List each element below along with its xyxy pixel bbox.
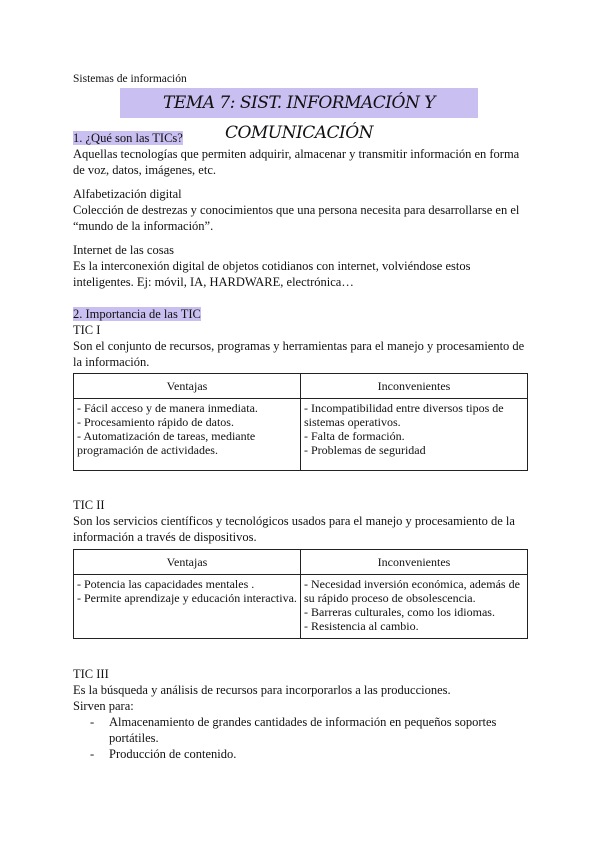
paragraph: Son los servicios científicos y tecnológicos usados para el manejo y procesamiento de la información a través de dispositivos. bbox=[73, 514, 515, 544]
column-header: Ventajas bbox=[74, 374, 301, 399]
section-heading: 1. ¿Qué son las TICs? bbox=[73, 131, 183, 145]
subheading: TIC I bbox=[73, 323, 101, 337]
list-item: - Fácil acceso y de manera inmediata. bbox=[77, 401, 258, 415]
column-header: Inconvenientes bbox=[301, 374, 528, 399]
document-page: Sistemas de información TEMA 7: SIST. INFORMACIÓN Y COMUNICACIÓN 1. ¿Qué son las TICs? Aquellas tecnologías que permiten adquirir, almacenar y transmitir información en forma de voz, datos, imágenes, etc. Alfabetización digital Colección de destrezas y conocimientos que una persona necesita para desarrollarse en el “mundo de la información”. Internet de las cosas Es la interconexión digital de objetos cotidianos con internet, volviéndose estos inteligentes. Ej: móvil, IA, HARDWARE, electrónica… 2. Importancia de las TIC TIC I Son el conjunto de recursos, programas y herramientas para el manejo y procesamiento de la información. Ventajas Inconvenientes - Fácil acceso y de manera inmediata. - Procesamiento rápido de datos. - Automatización de tareas, mediante programación de actividades. - Incompatibilidad entre diversos tipos de sistemas operativos. - Falta de formación. - Problemas de seguridad TIC II Son los servicios científicos y tecnológicos usados para el manejo y procesamiento de la información a través de dispositivos. Ventajas Inconvenientes - Potencia las capacidades mentales . - Permite aprendizaje y educación interactiva. - Necesidad inversión económica, además de su rápido proceso de obsolescencia. - Barreras culturales, como los idiomas. - Resistencia al cambio. TIC III Es la búsqueda y análisis de recursos para incorporarlos a las producciones. Sirven para: - Almacenamiento de grandes cantidades de información en pequeños soportes portátiles. - Producción de contenido. bbox=[0, 0, 600, 848]
list-item: - Barreras culturales, como los idiomas. bbox=[304, 605, 495, 619]
paragraph: Son el conjunto de recursos, programas y herramientas para el manejo y procesamiento de la información. bbox=[73, 339, 525, 369]
list-item-text: Producción de contenido. bbox=[109, 747, 237, 761]
subheading: Alfabetización digital bbox=[73, 187, 182, 201]
page-header: Sistemas de información bbox=[73, 73, 187, 85]
column-header: Inconvenientes bbox=[301, 550, 528, 575]
list-item: - Permite aprendizaje y educación interactiva. bbox=[77, 591, 297, 605]
subheading: TIC II bbox=[73, 498, 105, 512]
subheading: Internet de las cosas bbox=[73, 243, 175, 257]
subheading: TIC III bbox=[73, 667, 109, 681]
list-item: - Necesidad inversión económica, además de su rápido proceso de obsolescencia. bbox=[304, 577, 520, 605]
page-title: TEMA 7: SIST. INFORMACIÓN Y COMUNICACIÓN bbox=[120, 88, 478, 118]
paragraph: Sirven para: bbox=[73, 699, 134, 713]
list-item: - Resistencia al cambio. bbox=[304, 619, 419, 633]
paragraph: Es la interconexión digital de objetos cotidianos con internet, volviéndose estos inteligentes. Ej: móvil, IA, HARDWARE, electrónica… bbox=[73, 259, 471, 289]
section-heading: 2. Importancia de las TIC bbox=[73, 307, 201, 321]
list-item-text: Almacenamiento de grandes cantidades de información en pequeños soportes portátiles. bbox=[109, 715, 497, 745]
list-item: - Potencia las capacidades mentales . bbox=[77, 577, 255, 591]
tic1-table bbox=[73, 373, 528, 471]
column-header: Ventajas bbox=[74, 550, 301, 575]
list-item: - Falta de formación. bbox=[304, 429, 405, 443]
tic2-table bbox=[73, 549, 528, 639]
inconvenientes-cell bbox=[301, 399, 528, 471]
paragraph: Colección de destrezas y conocimientos que una persona necesita para desarrollarse en el “mundo de la información”. bbox=[73, 203, 520, 233]
list-item: - Incompatibilidad entre diversos tipos de sistemas operativos. bbox=[304, 401, 504, 429]
list-item: - Procesamiento rápido de datos. bbox=[77, 415, 234, 429]
paragraph: Aquellas tecnologías que permiten adquirir, almacenar y transmitir información en forma de voz, datos, imágenes, etc. bbox=[73, 147, 520, 177]
list-item: - Automatización de tareas, mediante programación de actividades. bbox=[77, 429, 256, 457]
ventajas-cell bbox=[74, 399, 301, 471]
ventajas-cell bbox=[74, 575, 301, 639]
inconvenientes-cell bbox=[301, 575, 528, 639]
list-item: - Problemas de seguridad bbox=[304, 443, 426, 457]
paragraph: Es la búsqueda y análisis de recursos para incorporarlos a las producciones. bbox=[73, 683, 451, 697]
